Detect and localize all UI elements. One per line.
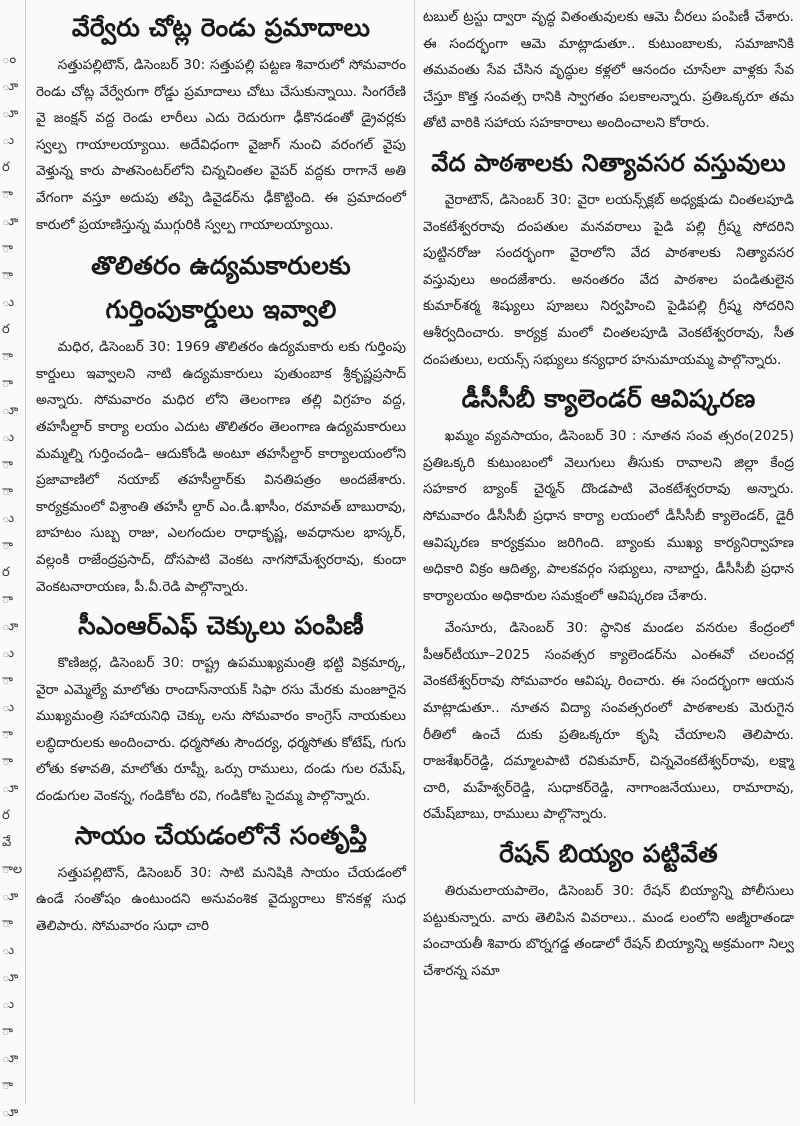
edge-fragment: ా (2, 592, 13, 607)
edge-fragment: ు (2, 133, 15, 148)
edge-fragment: ా (2, 916, 13, 931)
edge-fragment: ర (2, 322, 10, 337)
body-satisfaction: సత్తుపల్లిటౌన్, డిసెంబర్ 30: సాటి మనిషికి సాయం చేయడంలో ఉండే సంతోషం ఉంటుందని అనువంశిక వైద్యురాలు కొనకళ్ల సుధ తెలిపారు. సోమవారం సుధా చారి (36, 864, 406, 934)
edge-fragment: ా (2, 727, 13, 742)
headline-activists-line2: గుర్తింపుకార్డులు ఇవ్వాలి (105, 295, 337, 325)
edge-fragment: ు (2, 295, 15, 310)
edge-fragment: ు (2, 430, 15, 445)
edge-fragment: ూ (2, 1105, 19, 1120)
edge-fragment: ూ (2, 889, 19, 904)
edge-fragment: ా (2, 268, 13, 283)
headline-activists-line1: తొలితరం ఉద్యమకారులకు (91, 251, 351, 281)
edge-fragment: ూ (2, 214, 19, 229)
body-accidents: సత్తుపల్లిటౌన్, డిసెంబర్ 30: సత్తుపల్లి పట్టణ శివారులో సోమవారం రెండు చోట్ల వేర్వేరుగా రోడ్డు ప్రమాదాలు చోటు చేసుకున్నాయి. సింగరేణి వై జంక్షన్ వద్ద రెండు లారీలు ఎదు రెదురుగా ఢీకొనడంతో డ్రైవర్లకు స్వల్ప గాయాలయ్యాయి. అదేవిధంగా వైజాగ్ నుంచి వరంగల్ వైపు వెళ్తున్న కారు పాతసెంటర్‌లోని చిన్నచింతల వైపర్ వద్దకు రాగానే అతి వేగంగా వస్తూ అదుపు తప్పి డివైడర్‌ను ఢీకొట్టింది. ఈ ప్రమాదంలో కారులో ప్రయాణిస్తున్న ముగ్గురికి స్వల్ప గాయాలయ్యాయి. (36, 57, 406, 233)
edge-fragment: ూ (2, 106, 19, 121)
edge-fragment: ా (2, 376, 13, 391)
body-dccb-calendar: ఖమ్మం వ్యవసాయం, డిసెంబర్ 30 : నూతన సంవ త్సరం(2025) ప్రతిఒక్కరి కుటుంబంలో వెలుగులు తీసుకు రావాలని జిల్లా కేంద్ర సహకార బ్యాంక్ చైర్మన్ దొండపాటి వెంకటేశ్వరరావు అన్నారు. సోమవారం డీసీసీబీ ప్రధాన కార్యా లయంలో డీసీసీబీ క్యాలెండర్, డైరీ ఆవిష్కరణ కార్యక్రమం జరిగింది. బ్యాంకు ముఖ్య కార్యనిర్వాహణ అధికారి విక్రం ఆదిత్య, పాలకవర్గం సభ్యులు, నాబార్డు, డీసీసీబీ ప్రధాన కార్యాలయం అధికారుల సమక్షంలో ఆవిష్కరణ చేశారు. (423, 428, 794, 604)
body-ration-rice: తిరుమలాయపాలెం, డిసెంబర్ 30: రేషన్ బియ్యాన్ని పోలీసులు పట్టుకున్నారు. వారు తెలిపిన వివరాలు.. మండ లంలోని అజ్మీరాతండా పంచాయతీ శివారు బొర్నగడ్డ తండాలో రేషన్ బియ్యాన్ని అక్రమంగా నిల్వ చేశారన్న సమా (423, 883, 794, 979)
right-column (414, 0, 800, 1104)
edge-fragment: ూ (2, 970, 19, 985)
body-activists: మధిర, డిసెంబర్ 30: 1969 తొలితరం ఉద్యమకారు లకు గుర్తింపు కార్డులు ఇవ్వాలని నాటి ఉద్యమకారులు పుతుంబాక శ్రీకృష్ణప్రసాద్ అన్నారు. సోమవారం మధిర లోని తెలంగాణ తల్లి విగ్రహం వద్ద, తహసీల్దార్ కార్యా లయం ఎదుట తొలితరం తెలంగాణ ఉద్యమకారులు మమ్మల్ని గుర్తించండి– ఆదుకోండి అంటూ తహసీల్దార్ కార్యాలయంలోని ప్రజావాణిలో నయాబ్ తహసీల్దార్‌కు వినతిపత్రం అందజేశారు. కార్యక్రమంలో విశ్రాంతి తహసీ ల్దార్ ఎం.డీ.ఖాసీం, రమావత్ బాబురావు, బాహటం సుబ్బ రాజు, ఎలగందుల రాధాకృష్ణ, అవధానుల భాస్కర్, వల్లంకి రాజేంద్రప్రసాద్, దోసపాటి వెంకట నాగసోమేశ్వరరావు, కుందా వెంకటనారాయణ, పీ.వీ.రెడి పాల్గొన్నారు. (36, 339, 406, 595)
edge-fragment: ు (2, 943, 15, 958)
edge-fragment: ు (2, 511, 15, 526)
edge-fragment: ా (2, 187, 13, 202)
edge-fragment: ా (2, 241, 13, 256)
edge-fragment: ా (2, 673, 13, 688)
edge-fragment: ర (2, 565, 10, 580)
edge-fragment: ా (2, 1078, 13, 1093)
edge-fragment: ూ (2, 619, 19, 634)
body-prtu-calendar: వేంసూరు, డిసెంబర్ 30: స్థానిక మండల వనరుల కేంద్రంలో పీఆర్‌టీయూ–2025 సంవత్సర క్యాలెండర్‌ను ఎంఈవో చలంచర్ల వెంకటేశ్వర్‌రావు సోమవారం ఆవిష్క రించారు. ఈ సందర్భంగా ఆయన మాట్లాడుతూ.. నూతన విద్యా సంవత్సరంలో పాఠశాలకు మెరుగైన రీతిలో ఉంచే దుకు ప్రతిఒక్కరూ కృషి చేయాలని తెలిపారు. రాజశేఖర్‌రెడ్డి, దమ్మాలపాటి రవికుమార్, చిన్నవెంకటేశ్వర్‌రావు, లక్ష్మా చారి, మహేశ్వర్‌రెడ్డి, సుధాకర్‌రెడ్డి, నాగాంజనేయులు, రామారావు, రమేష్‌బాబు, రాములు పాల్గొన్నారు. (423, 620, 794, 823)
edge-fragment: ా (2, 754, 13, 769)
edge-fragment: ా (2, 1024, 13, 1039)
body-veda-school: వైరాటౌన్, డిసెంబర్ 30: వైరా లయన్స్‌క్లబ్ అధ్యక్షుడు చింతలపూడి వెంకటేశ్వరరావు దంపతుల మనవరాలు పైడి పల్లి గ్రీష్మ సోదరిని పుట్టినరోజు సందర్భంగా వైరాలోని వేద పాఠశాలకు నిత్యావసర వస్తువులు అందజేశారు. అనంతరం వేద పాఠశాల పండితులైన కుమార్‌శర్మ శిష్యులు పూజలు నిర్వహించి పైడిపల్లి గ్రీష్మ సోదరిని ఆశీర్వదించారు. కార్యక్ర మంలో చింతలపూడి వెంకటేశ్వరరావు, సీత దంపతులు, లయన్స్ సభ్యులు కన్యధార హనుమాయమ్మ పాల్గొన్నారు. (423, 191, 794, 368)
headline-veda-school: వేద పాఠశాలకు నిత్యావసర వస్తువులు (431, 148, 786, 177)
edge-fragment: ూ (2, 1051, 19, 1066)
edge-fragment: ర (2, 808, 10, 823)
headline-accidents: వేర్వేరు చోట్ల రెండు ప్రమాదాలు (71, 13, 371, 42)
left-column (30, 0, 410, 1104)
edge-fragment: ాల (2, 862, 23, 877)
adjacent-column-edge (0, 0, 26, 1120)
edge-fragment: ు (2, 997, 15, 1012)
edge-fragment: ం (2, 52, 17, 67)
edge-fragment: ా (2, 457, 13, 472)
edge-fragment: ర (2, 160, 10, 175)
edge-fragment: ా (2, 349, 13, 364)
headline-satisfaction: సాయం చేయడంలోనే సంతృప్తి (74, 820, 368, 850)
edge-fragment: ా (2, 484, 13, 499)
edge-fragment: వే (2, 835, 12, 850)
body-satisfaction-continued: టబుల్ ట్రస్టు ద్వారా వృద్ధ వితంతువులకు ఆమె చీరలు పంపిణీ చేశారు. ఈ సందర్భంగా ఆమె మాట్లాడుతూ.. కుటుంబాలకు, సమాజానికి తమవంతు సేవ చేసిన వృద్ధుల కళ్లలో ఆనందం చూసేలా వాళ్లకు సేవ చేస్తూ కొత్త సంవత్స రానికి స్వాగతం పలకాలన్నారు. ప్రతిఒక్కరూ తమ తోటి వారికి సహాయ సహకారాలు అందించాలని కోరారు. (423, 9, 794, 132)
edge-fragment: ా (2, 538, 13, 553)
headline-ration-rice: రేషన్ బియ్యం పట్టివేత (499, 839, 718, 869)
headline-cmrf-cheques: సీఎంఆర్ఎఫ్ చెక్కులు పంపిణీ (78, 611, 364, 641)
edge-fragment: ూ (2, 781, 19, 796)
edge-fragment: ు (2, 646, 15, 661)
edge-fragment: ూ (2, 403, 19, 418)
headline-dccb-calendar: డీసీసీబీ క్యాలెండర్ ఆవిష్కరణ (461, 384, 756, 414)
body-cmrf-cheques: కొణిజర్ల, డిసెంబర్ 30: రాష్ట్ర ఉపముఖ్యమంత్రి భట్టి విక్రమార్క, వైరా ఎమ్మెల్యే మాలోతు రాందాస్‌నాయక్ సిఫా రసు మేరకు మంజూరైన ముఖ్యమంత్రి సహాయనిధి చెక్కు లను సోమవారం కాంగ్రెస్ నాయకులు లబ్ధిదారులకు అందించారు. ధర్మసోతు సౌందర్య, ధర్మసోతు కోటేష్, గుగు లోతు కళావతి, మాలోతు రూప్నీ, ఒర్సు రాములు, దండు గుల రమేష్, దండుగుల వెంకన్న, గండికోట రవి, గండికోట సైదమ్మ పాల్గొన్నారు. (36, 655, 406, 805)
edge-fragment: ూ (2, 79, 19, 94)
edge-fragment: ు (2, 700, 15, 715)
